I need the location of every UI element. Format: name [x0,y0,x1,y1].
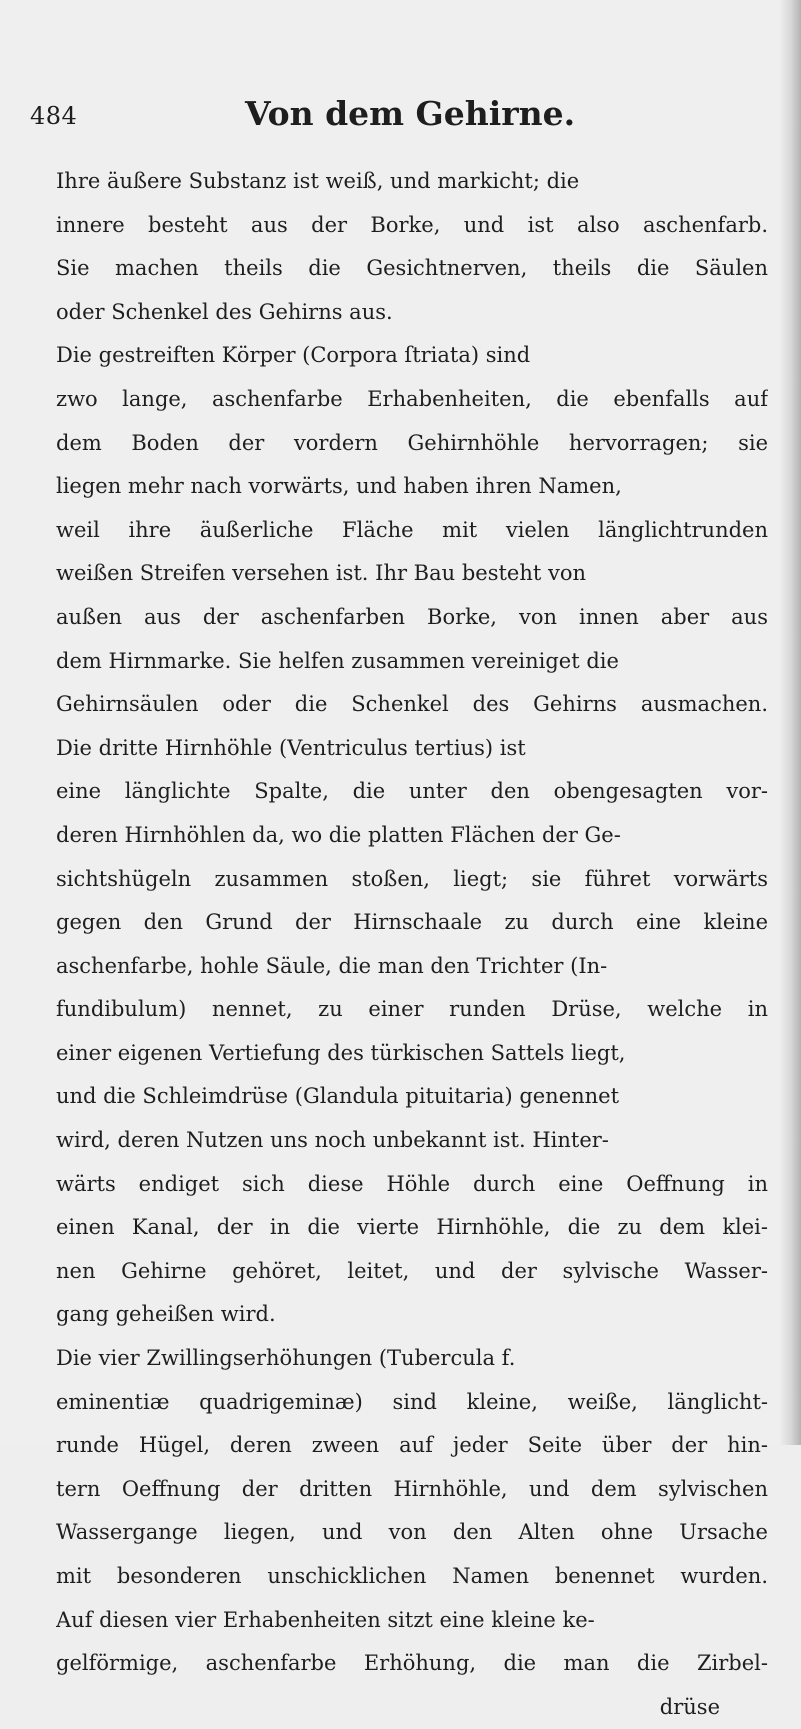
text-line: einen Kanal, der in die vierte Hirnhöhle, die zu dem klei- [56,1215,768,1240]
text-line: Wassergange liegen, und von den Alten ohne Ursache [56,1520,768,1545]
text-line: Die vier Zwillingserhöhungen (Tubercula f. [56,1346,516,1371]
page-number: 484 [30,102,78,130]
text-line: mit besonderen unschicklichen Namen benennet wurden. [56,1564,768,1588]
text-line: Sie machen theils die Gesichtnerven, theils die Säulen [56,256,768,281]
text-line: außen aus der aschenfarben Borke, von innen aber aus [56,604,768,629]
text-line: dem Hirnmarke. Sie helfen zusammen vereiniget die [56,648,619,673]
text-line: sichtshügeln zusammen stoßen, liegt; sie führet vorwärts [56,866,768,891]
text-line: eine länglichte Spalte, die unter den obengesagten vor- [56,779,768,804]
text-line: innere besteht aus der Borke, und ist also aschenfarb. [56,212,768,237]
text-line: runde Hügel, deren zween auf jeder Seite über der hin- [56,1433,768,1458]
text-line: einer eigenen Vertiefung des türkischen Sattels liegt, [56,1040,626,1065]
text-line: aschenfarbe, hohle Säule, die man den Trichter (In- [56,953,608,978]
text-line: wird, deren Nutzen uns noch unbekannt ist. Hinter- [56,1128,609,1153]
text-line: Auf diesen vier Erhabenheiten sitzt eine kleine ke- [56,1607,595,1632]
text-line: oder Schenkel des Gehirns aus. [56,299,393,324]
text-line: Die gestreiften Körper (Corpora ſtriata) sind [56,343,531,368]
text-line: eminentiæ quadrigeminæ) sind kleine, weiße, länglicht- [56,1389,768,1414]
text-line: weil ihre äußerliche Fläche mit vielen länglichtrunden [56,517,768,542]
text-line: liegen mehr nach vorwärts, und haben ihren Namen, [56,474,622,499]
page-edge-shadow [779,0,801,1445]
text-line: gang geheißen wird. [56,1302,276,1327]
body-text [56,160,768,1729]
text-line: dem Boden der vordern Gehirnhöhle hervorragen; sie [56,430,768,455]
text-line: nen Gehirne gehöret, leitet, und der sylvische Wasser- [56,1258,768,1283]
text-line: Ihre äußere Substanz ist weiß, und markicht; die [56,169,580,193]
text-line: zwo lange, aschenfarbe Erhabenheiten, die ebenfalls auf [56,386,768,411]
text-line: gegen den Grund der Hirnschaale zu durch eine kleine [56,910,768,935]
text-line: tern Oeffnung der dritten Hirnhöhle, und dem sylvischen [56,1476,768,1501]
text-line: weißen Streifen versehen ist. Ihr Bau besteht von [56,561,587,586]
text-line: Die dritte Hirnhöhle (Ventriculus tertius) ist [56,735,526,760]
page-header [30,94,761,140]
catchword: drüse [659,1694,720,1719]
text-line: fundibulum) nennet, zu einer runden Drüse, welche in [56,997,768,1022]
text-line: wärts endiget sich diese Höhle durch eine Oeffnung in [56,1171,768,1196]
text-line: Gehirnsäulen oder die Schenkel des Gehirns ausmachen. [56,692,768,717]
text-line: und die Schleimdrüse (Glandula pituitaria) genennet [56,1084,620,1109]
text-line: deren Hirnhöhlen da, wo die platten Flächen der Ge- [56,822,621,847]
text-line: gelförmige, aschenfarbe Erhöhung, die man die Zirbel- [56,1651,768,1676]
running-head: Von dem Gehirne. [245,94,576,133]
